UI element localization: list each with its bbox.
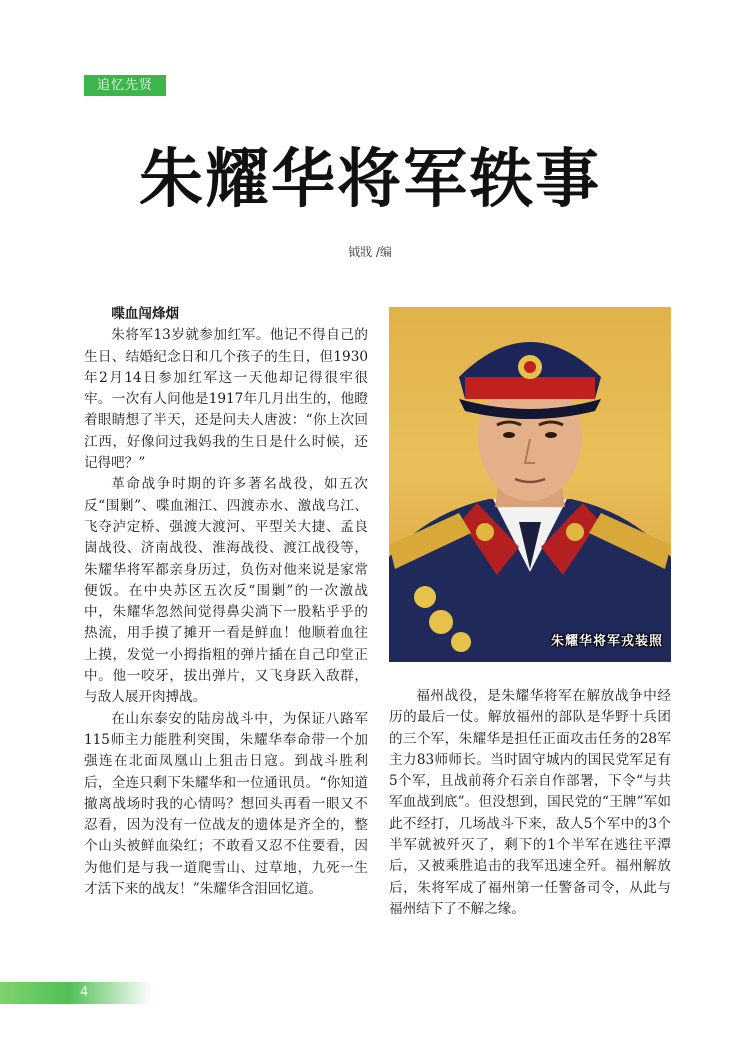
page-number: 4 (80, 985, 89, 1000)
photo-caption: 朱耀华将军戎装照 (550, 634, 663, 649)
article-left-column (84, 304, 368, 900)
general-portrait-photo (389, 307, 671, 662)
section-heading: 喋血闯烽烟 (111, 306, 180, 322)
byline: 钺戕 /编 (348, 245, 392, 259)
article-right-column (389, 686, 671, 920)
page-number-bar (0, 982, 152, 1004)
paragraph-battles: 革命战争时期的许多著名战役，如五次反“围剿”、喋血湘江、四渡赤水、激战乌江、飞夺泸定桥、强渡大渡河、平型关大捷、孟良崮战役、济南战役、淮海战役、渡江战役等，朱耀华将军都亲身历过，负伤对他来说是家常便饭。在中央苏区五次反“围剿”的一次激战中，朱耀华忽然间觉得鼻尖淌下一股粘乎乎的热流，用手摸了摊开一看是鲜血！他顺着血往上摸，发觉一小拇指粗的弹片插在自己印堂正中。他一咬牙，拔出弹片，又飞身跃入敌群，与敌人展开肉搏战。 (84, 476, 368, 706)
paragraph-lufang-battle: 在山东泰安的陆房战斗中，为保证八路军115师主力能胜利突围，朱耀华奉命带一个加强连在北面凤凰山上狙击日寇。到战斗胜利后，全连只剩下朱耀华和一位通讯员。“你知道撤离战场时我的心情吗？想回头再看一眼又不忍看，因为没有一位战友的遗体是齐全的，整个山头被鲜血染红；不敢看又忍不住要看，因为他们是与我一道爬雪山、过草地，九死一生才活下来的战友！”朱耀华含泪回忆道。 (84, 710, 368, 898)
portrait-illustration (389, 307, 671, 662)
section-tag: 追忆先贤 (84, 75, 166, 96)
paragraph-fuzhou-battle: 福州战役，是朱耀华将军在解放战争中经历的最后一仗。解放福州的部队是华野十兵团的三个军，朱耀华是担任正面攻击任务的28军主力83师师长。当时固守城内的国民党军足有5个军，且战前蒋介石亲自作部署，下令“与共军血战到底”。但没想到，国民党的“王牌”军如此不经打，几场战斗下来，敌人5个军中的3个半军就被歼灭了，剩下的1个半军在逃往平潭后，又被乘胜追击的我军迅速全歼。福州解放后，朱将军成了福州第一任警备司令，从此与福州结下了不解之缘。 (389, 688, 671, 917)
paragraph-birthday: 朱将军13岁就参加红军。他记不得自己的生日、结婚纪念日和几个孩子的生日，但1930年2月14日参加红军这一天他却记得很牢很牢。一次有人问他是1917年几月出生的，他瞪着眼睛想了半天，还是问夫人唐波：“你上次回江西，好像问过我妈我的生日是什么时候，还记得吧？” (84, 327, 368, 472)
article-title: 朱耀华将军轶事 (139, 143, 601, 217)
